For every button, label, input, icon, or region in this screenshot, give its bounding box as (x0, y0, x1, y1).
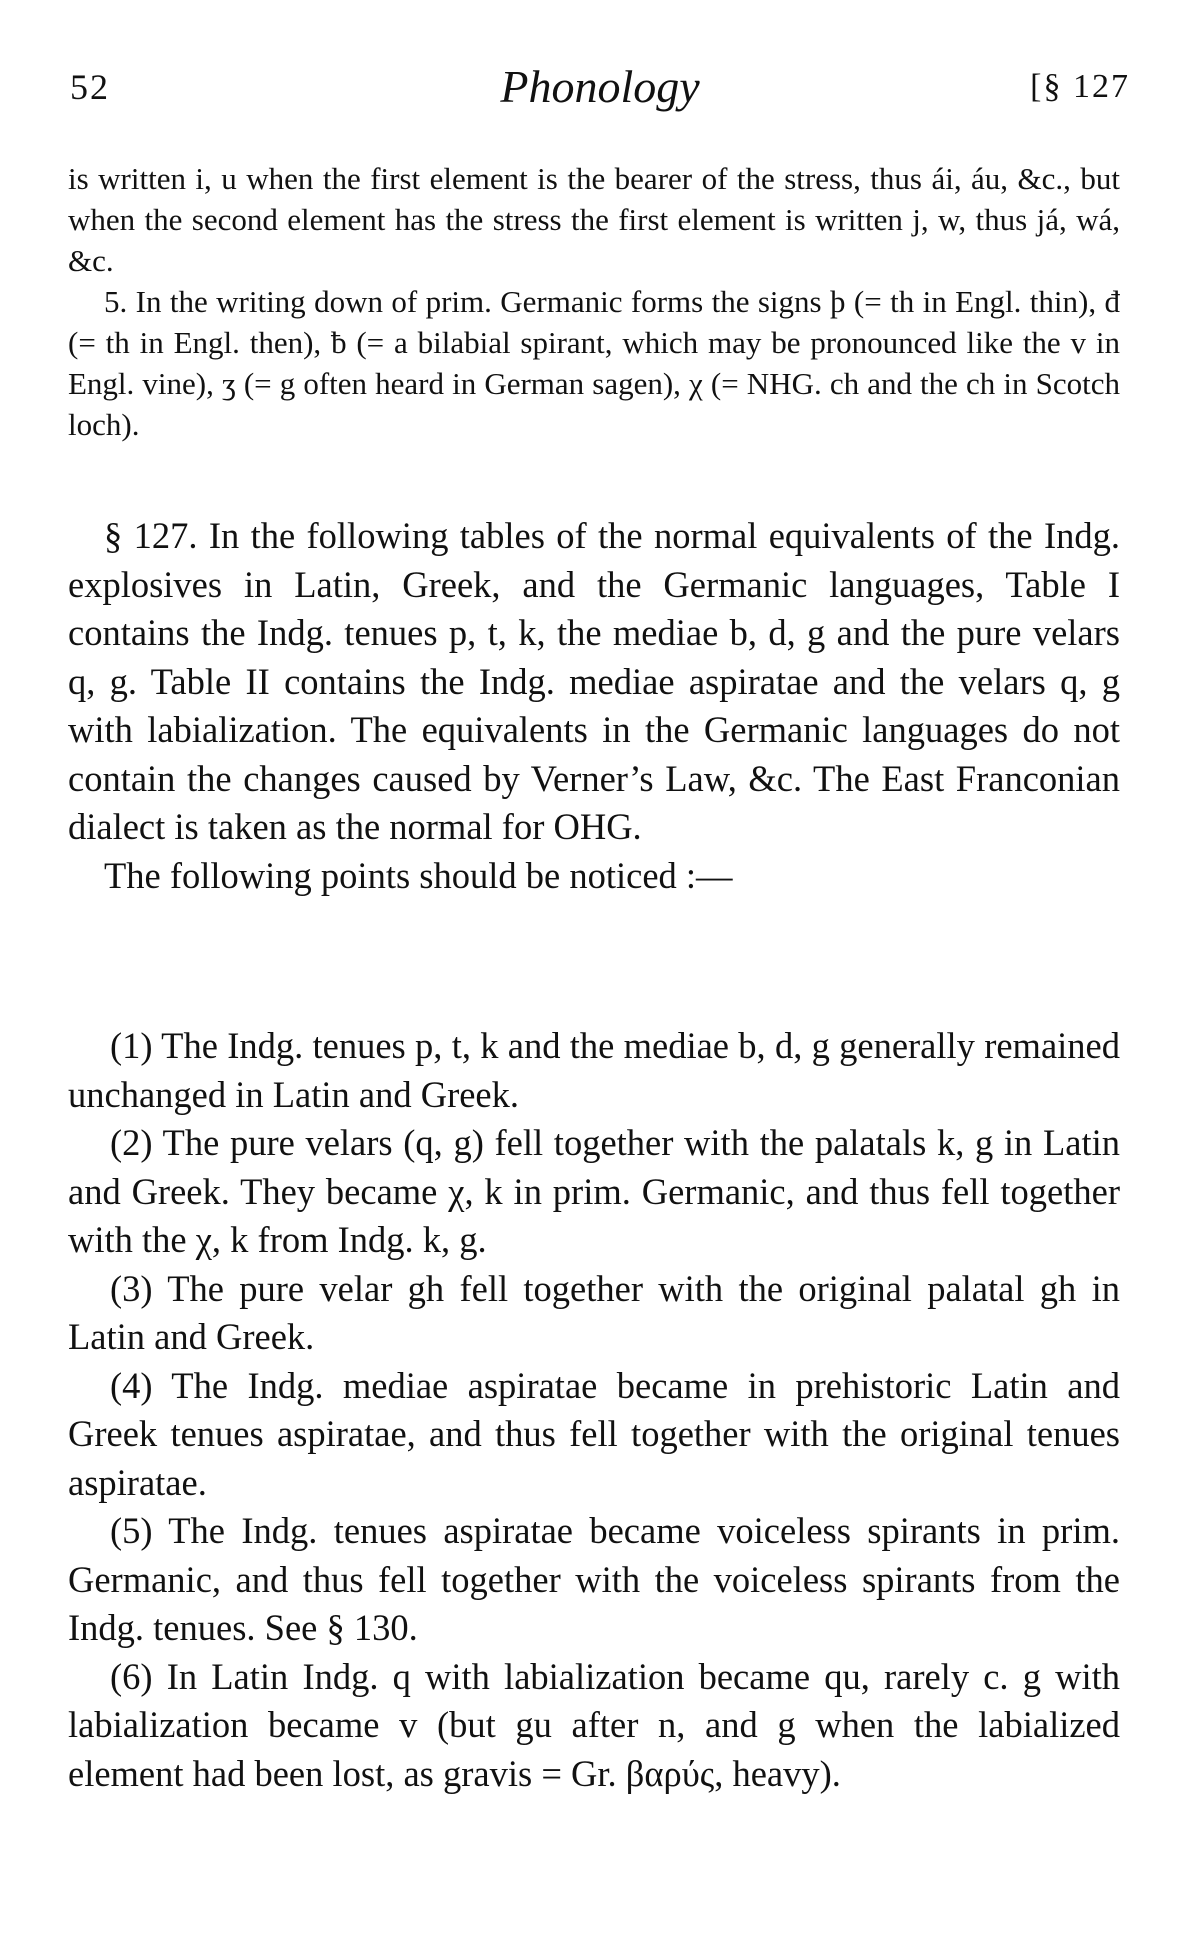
numbered-points-block (68, 1022, 1120, 1798)
section-reference: [§ 127 (1030, 68, 1130, 105)
point-1: (1) The Indg. tenues p, t, k and the mediae b, d, g generally remained unchanged in Latin and Greek. (68, 1025, 1120, 1115)
running-title: Phonology (500, 61, 700, 112)
page-header (70, 60, 1130, 120)
paragraph-continued: is written i, u when the first element is the bearer of the stress, thus ái, áu, &c., but when the second element has the stress the first element is written j, w, thus já, wá, &c. (68, 161, 1120, 278)
page-number: 52 (70, 67, 110, 107)
point-5: (5) The Indg. tenues aspiratae became voiceless spirants in prim. Germanic, and thus fell together with the voiceless spirants from the Indg. tenues. See § 130. (68, 1510, 1120, 1648)
paragraph-points-intro: The following points should be noticed :— (104, 854, 733, 896)
point-4: (4) The Indg. mediae aspiratae became in prehistoric Latin and Greek tenues aspiratae, and thus fell together with the original tenues aspiratae. (68, 1364, 1120, 1503)
point-6: (6) In Latin Indg. q with labialization became qu, rarely c. g with labialization became v (but gu after n, and g when the labialized element had been lost, as gravis = Gr. βαρύς, heavy). (68, 1655, 1120, 1794)
paragraph-point-5: 5. In the writing down of prim. Germanic forms the signs þ (= th in Engl. thin), đ (= th in Engl. then), ƀ (= a bilabial spirant, which may be pronounced like the v in Engl. vine), ʒ (= g often heard in German sagen), χ (= NHG. ch and the ch in Scotch loch). (68, 284, 1120, 442)
point-3: (3) The pure velar gh fell together with the original palatal gh in Latin and Greek. (68, 1267, 1120, 1357)
point-2: (2) The pure velars (q, g) fell together with the palatals k, g in Latin and Greek. They became χ, k in prim. Germanic, and thus fell together with the χ, k from Indg. k, g. (68, 1122, 1120, 1260)
paragraph-section-127: § 127. In the following tables of the normal equivalents of the Indg. explosives in Latin, Greek, and the Germanic languages, Table I contains the Indg. tenues p, t, k, the mediae b, d, g and the pure velars q, g. Table II contains the Indg. mediae aspiratae and the velars q, g with labialization. The equivalents in the Germanic languages do not contain the changes caused by Verner’s Law, &c. The East Franconian dialect is taken as the normal for OHG. (68, 515, 1120, 847)
main-text-block (68, 512, 1120, 900)
small-print-block (68, 158, 1120, 445)
